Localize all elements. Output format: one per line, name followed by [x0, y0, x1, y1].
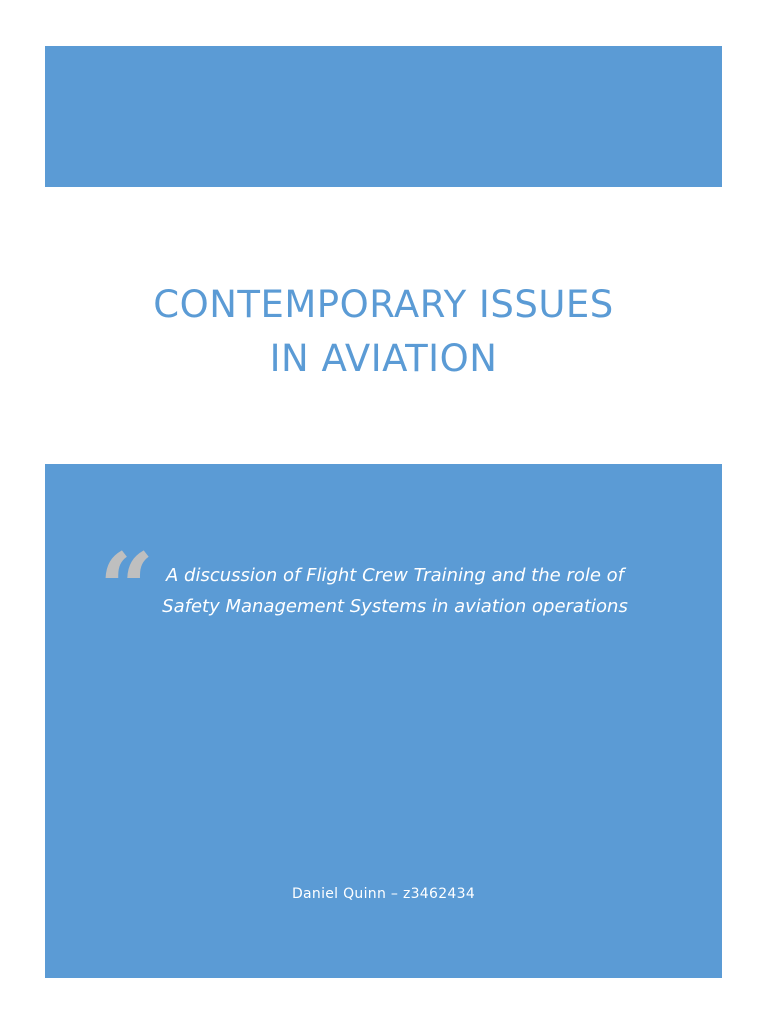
abstract-quote: A discussion of Flight Crew Training and the role of Safety Management Systems in aviation operations — [162, 565, 628, 617]
quote-mark-icon: “ — [99, 532, 155, 645]
author-line: Daniel Quinn – z3462434 — [291, 886, 476, 902]
title-line-2: IN AVIATION — [269, 337, 498, 380]
header-band — [45, 46, 722, 187]
abstract-panel — [45, 464, 722, 978]
title-line-1: CONTEMPORARY ISSUES — [153, 283, 614, 326]
document-title — [45, 278, 722, 386]
